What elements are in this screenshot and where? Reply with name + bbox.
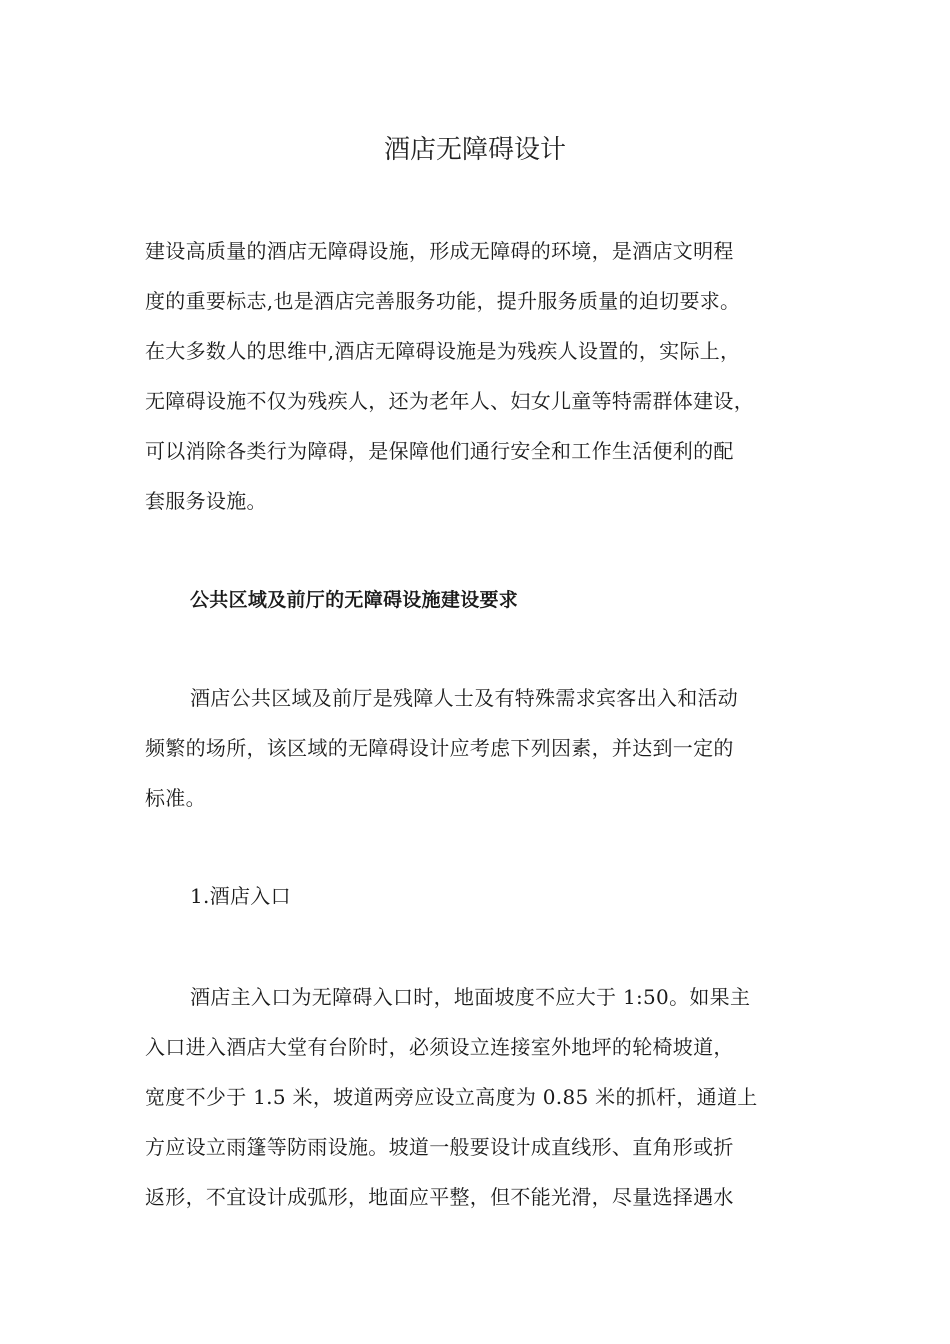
paragraph-line: 返形，不宜设计成弧形，地面应平整，但不能光滑，尽量选择遇水 xyxy=(145,1185,734,1209)
item-heading-block xyxy=(145,871,835,921)
paragraph-line: 可以消除各类行为障碍，是保障他们通行安全和工作生活便利的配 xyxy=(145,439,734,463)
intro-paragraph xyxy=(145,226,835,526)
paragraph-line: 建设高质量的酒店无障碍设施，形成无障碍的环境，是酒店文明程 xyxy=(145,239,734,263)
paragraph-line: 套服务设施。 xyxy=(145,489,267,513)
item-paragraph xyxy=(145,972,835,1222)
paragraph-line: 宽度不少于 1.5 米，坡道两旁应设立高度为 0.85 米的抓杆，通道上 xyxy=(145,1085,758,1109)
paragraph-line: 度的重要标志,也是酒店完善服务功能，提升服务质量的迫切要求。 xyxy=(145,289,741,313)
paragraph-line: 酒店公共区域及前厅是残障人士及有特殊需求宾客出入和活动 xyxy=(190,686,739,710)
paragraph-line: 无障碍设施不仅为残疾人，还为老年人、妇女儿童等特需群体建设， xyxy=(145,389,754,413)
section-heading-block xyxy=(145,575,835,625)
paragraph-line: 酒店主入口为无障碍入口时，地面坡度不应大于 1:50。如果主 xyxy=(190,985,751,1009)
paragraph-line: 方应设立雨篷等防雨设施。坡道一般要设计成直线形、直角形或折 xyxy=(145,1135,734,1159)
paragraph-line: 频繁的场所，该区域的无障碍设计应考虑下列因素，并达到一定的 xyxy=(145,736,734,760)
document-title: 酒店无障碍设计 xyxy=(383,135,566,165)
paragraph-line: 在大多数人的思维中,酒店无障碍设施是为残疾人设置的，实际上， xyxy=(145,339,741,363)
section-paragraph xyxy=(145,673,835,823)
section-heading: 公共区域及前厅的无障碍设施建设要求 xyxy=(190,589,519,611)
item-heading: 1.酒店入口 xyxy=(190,884,291,908)
paragraph-line: 入口进入酒店大堂有台阶时，必须设立连接室外地坪的轮椅坡道， xyxy=(145,1035,734,1059)
paragraph-line: 标准。 xyxy=(145,786,206,810)
